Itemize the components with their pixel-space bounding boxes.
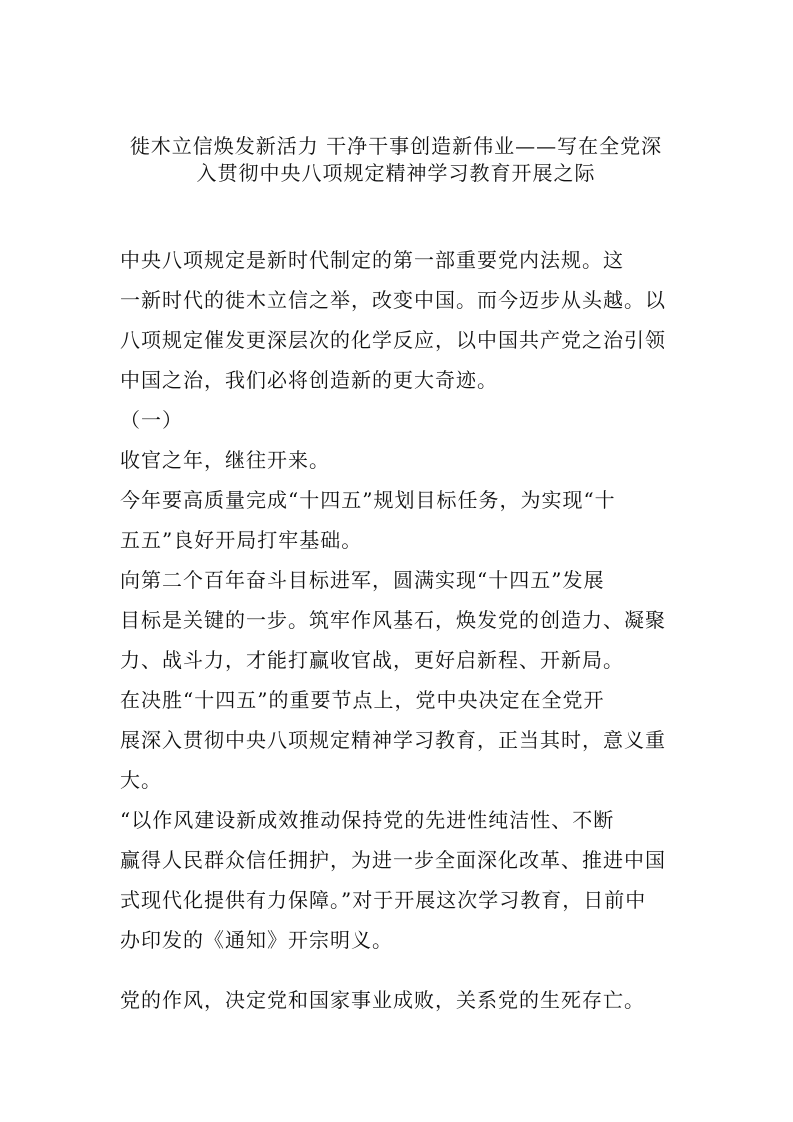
body-line-16: 赢得人民群众信任拥护，为进一步全面深化改革、推进中国	[120, 848, 666, 872]
body-line-18: 办印发的《通知》开宗明义。	[120, 928, 393, 952]
body-line-17: 式现代化提供有力保障。”对于开展这次学习教育，日前中	[120, 888, 647, 912]
document-title-line-2: 入贯彻中央八项规定精神学习教育开展之际	[196, 161, 596, 185]
body-line-14: 大。	[120, 768, 162, 792]
section-heading: （一）	[120, 408, 183, 432]
body-line-9: 向第二个百年奋斗目标进军，圆满实现“十四五”发展	[120, 568, 605, 592]
body-line-19: 党的作风，决定党和国家事业成败，关系党的生死存亡。	[120, 988, 645, 1012]
body-line-3: 八项规定催发更深层次的化学反应，以中国共产党之治引领	[120, 328, 666, 352]
body-line-15: “以作风建设新成效推动保持党的先进性纯洁性、不断	[120, 808, 615, 832]
body-line-6: 收官之年，继往开来。	[120, 448, 330, 472]
body-line-12: 在决胜“十四五”的重要节点上，党中央决定在全党开	[120, 688, 605, 712]
body-line-11: 力、战斗力，才能打赢收官战，更好启新程、开新局。	[120, 648, 624, 672]
body-line-10: 目标是关键的一步。筑牢作风基石，焕发党的创造力、凝聚	[120, 608, 666, 632]
body-line-4: 中国之治，我们必将创造新的更大奇迹。	[120, 368, 498, 392]
body-line-7: 今年要高质量完成“十四五”规划目标任务，为实现“十	[120, 488, 616, 512]
body-line-1: 中央八项规定是新时代制定的第一部重要党内法规。这	[120, 248, 624, 272]
body-line-8: 五五”良好开局打牢基础。	[120, 528, 363, 552]
body-line-2: 一新时代的徙木立信之举，改变中国。而今迈步从头越。以	[120, 288, 666, 312]
body-line-13: 展深入贯彻中央八项规定精神学习教育，正当其时，意义重	[120, 728, 666, 752]
document-title-line-1: 徙木立信焕发新活力 干净干事创造新伟业——写在全党深	[129, 134, 663, 158]
